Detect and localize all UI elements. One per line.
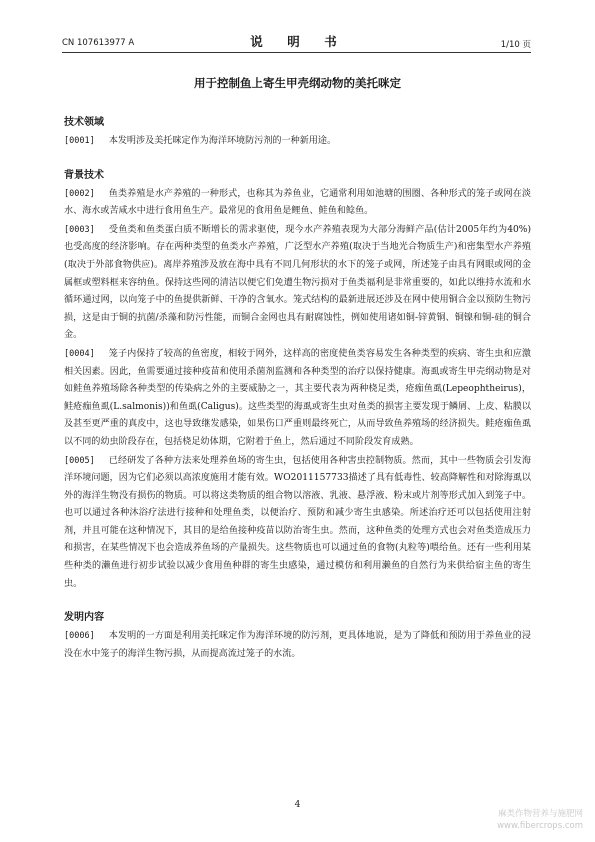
paragraph-number: [0001]	[64, 136, 95, 146]
paragraph-number: [0002]	[64, 188, 95, 199]
paragraph-text: 本发明涉及美托咪定作为海洋环境防污剂的一种新用途。	[108, 136, 337, 146]
section-heading: 发明内容	[64, 612, 104, 624]
section-heading: 技术领域	[64, 117, 104, 128]
document-body	[64, 75, 531, 664]
paragraph	[64, 346, 531, 452]
paragraph	[64, 222, 531, 345]
doc-type: 说 明 书	[250, 34, 343, 49]
paragraph-number: [0006]	[64, 631, 95, 642]
page-indicator: 1/10 页	[500, 40, 531, 50]
paragraph	[64, 133, 531, 151]
document-title: 用于控制鱼上寄生甲壳纲动物的美托咪定	[194, 76, 401, 90]
watermark-url: www.fibercrops.com	[497, 821, 583, 831]
page-number: 4	[294, 800, 301, 810]
paragraph-number: [0004]	[64, 348, 95, 359]
paragraph-text: 已经研发了各种方法来处理养鱼场的寄生虫，包括使用各种害虫控制物质。然而，其中一些物质会引发海洋环境问题，因为它们必须以高浓度施用才能有效。WO2011157733描述了具有低毒性、较高降解性和对除海虱以外的海洋生物没有损伤的物质。可以将这类物质的组合物以溶液、乳液、悬浮液、粉末或片剂等形式加入到笼子中。也可以通过各种沐浴疗法进行接种和处理鱼类，以便治疗、预防和减少寄生虫感染。所述治疗还可以包括使用注射剂，并且可能在这种情况下，其目的是给鱼接种疫苗以防治寄生虫。然而，这种鱼类的处理方式也会对鱼类造成压力和损害，在某些情况下也会造成养鱼场的产量损失。这些物质也可以通过鱼的食物(丸粒等)喂给鱼。还有一些利用某些种类的濑鱼进行初步试验以减少食用鱼种群的寄生虫感染，通过模仿和利用濑鱼的自然行为来供给宿主鱼的寄生虫。	[64, 455, 531, 589]
page-header	[62, 30, 531, 53]
paragraph-number: [0005]	[64, 455, 95, 466]
paragraph	[64, 453, 531, 594]
section-heading: 背景技术	[64, 169, 104, 181]
paragraph-number: [0003]	[64, 224, 95, 235]
watermark	[497, 808, 583, 832]
paragraph-text: 受鱼类和鱼类蛋白质不断增长的需求驱使，现今水产养殖表现为大部分海鲜产品(估计2005年约为40%)也受高度的经济影响。存在两种类型的鱼类水产养殖，广泛型水产养殖(取决于当地光合物质生产)和密集型水产养殖(取决于外部食物供应)。离岸养殖涉及放在海中具有不同几何形状的水下的笼子或网，所述笼子由具有网眼或网的金属框或塑料框来容纳鱼。保持这些网的清洁以便它们免遭生物污损对于鱼类福利是非常重要的，如此以维持水流和水循环通过网，以向笼子中的鱼提供新鲜、干净的含氧水。笼式结构的最新进展还涉及在网中使用铜合金以预防生物污损，这是由于铜的抗菌/杀藻和防污性能，而铜合金网也具有耐腐蚀性，例如使用诸如铜-锌黄铜、铜镍和铜-硅的铜合金。	[64, 224, 531, 341]
paragraph	[64, 628, 531, 663]
doc-number: CN 107613977 A	[62, 38, 135, 48]
paragraph	[64, 186, 531, 221]
paragraph-text: 本发明的一方面是利用美托咪定作为海洋环境的防污剂，更具体地说，是为了降低和预防用于养鱼业的浸没在水中笼子的海洋生物污损，从而提高流过笼子的水流。	[64, 631, 531, 659]
paragraph-text: 鱼类养殖是水产养殖的一种形式，也称其为养鱼业，它通常利用如池塘的围圈、各种形式的笼子或网在淡水、海水或苦咸水中进行食用鱼生产。最常见的食用鱼是鲤鱼、鲑鱼和鲶鱼。	[64, 188, 531, 217]
watermark-site-name: 麻类作物营养与施肥网	[497, 809, 583, 819]
paragraph-text: 笼子内保持了较高的鱼密度，相较于网外，这样高的密度使鱼类容易发生各种类型的疾病、寄生虫和应激相关因素。因此，鱼需要通过接种疫苗和使用杀菌剂监测和各种类型的治疗以保持健康。海虱或寄生甲壳纲动物是对如鲑鱼养殖场除各种类型的传染病之外的主要威胁之一，其主要代表为两种桡足类，疮痂鱼虱(Lepeophtheirus)，鲑疮痂鱼虱(L.salmonis))和鱼虱(Caligus)。这些类型的海虱或寄生虫对鱼类的损害主要发现于鳞屑、上皮、粘膜以及甚至更严重的真皮中，这也导致继发感染，如果伤口严重则最终死亡，从而导致鱼养殖场的经济损失。鲑疮痂鱼虱以不同的幼虫阶段存在，包括桡足幼体期，它附着于鱼上，然后通过不同阶段发育成熟。	[64, 348, 531, 447]
